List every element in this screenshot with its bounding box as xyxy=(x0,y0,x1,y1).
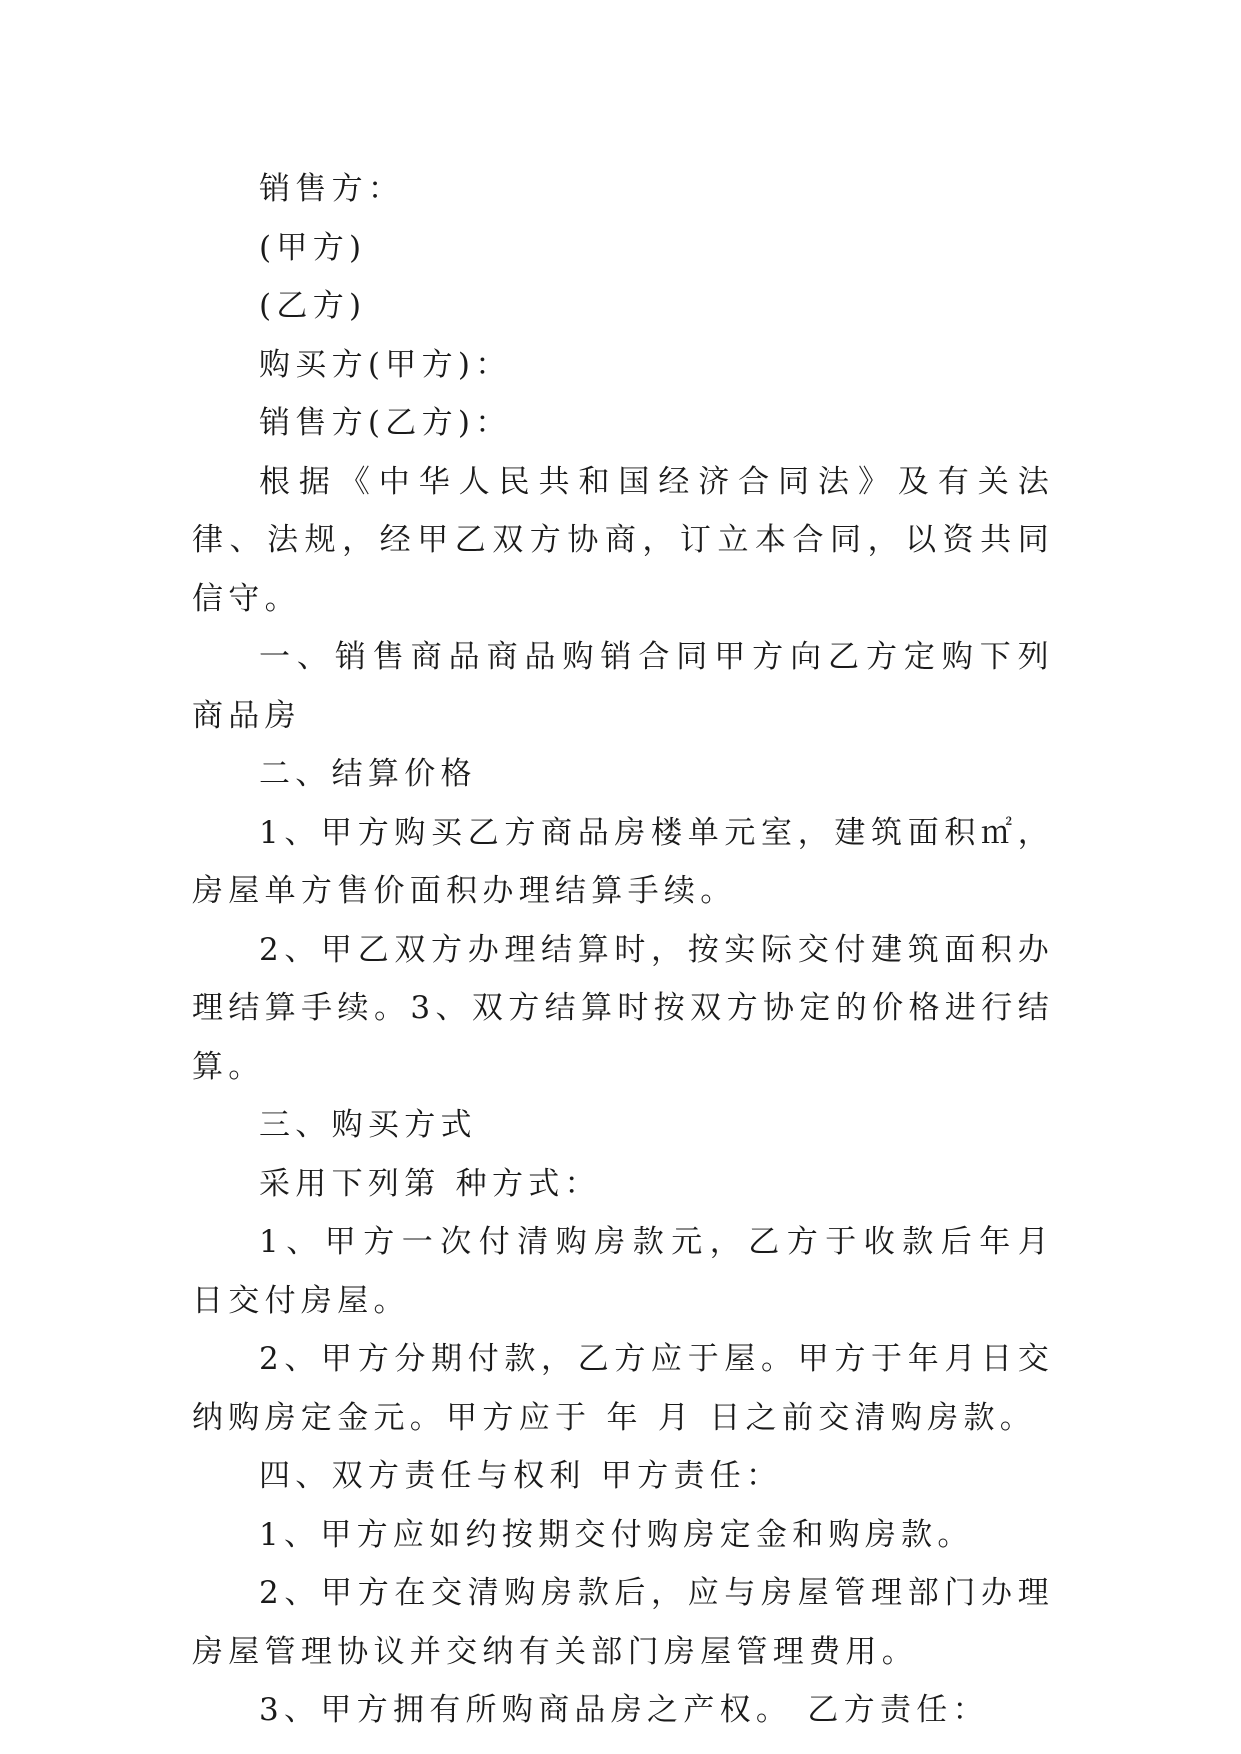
paragraph: 根据《中华人民共和国经济合同法》及有关法律、法规，经甲乙双方协商，订立本合同，以资共同信守。 xyxy=(192,463,1054,617)
paragraph: 购买方(甲方)： xyxy=(259,346,512,383)
paragraph: 1、甲方购买乙方商品房楼单元室，建筑面积㎡，房屋单方售价面积办理结算手续。 xyxy=(192,814,1054,909)
paragraph: (乙方) xyxy=(259,288,367,324)
paragraph: (甲方) xyxy=(259,229,367,266)
paragraph: 1、甲方应如约按期交付购房定金和购房款。 xyxy=(259,1516,974,1553)
paragraph: 采用下列第 种方式： xyxy=(259,1165,601,1202)
paragraph: 2、甲方分期付款，乙方应于屋。甲方于年月日交纳购房定金元。甲方应于 年 月 日之前交清购房款。 xyxy=(192,1341,1054,1436)
paragraph: 四、双方责任与权利 甲方责任： xyxy=(259,1458,783,1494)
paragraph: 1、甲方一次付清购房款元，乙方于收款后年月 日交付房屋。 xyxy=(192,1224,1070,1319)
paragraph: 销售方(乙方)： xyxy=(259,405,512,441)
paragraph: 2、甲乙双方办理结算时，按实际交付建筑面积办理结算手续。3、双方结算时按双方协定的价格进行结算。 xyxy=(192,931,1054,1085)
paragraph: 二、结算价格 xyxy=(259,756,477,792)
document-body xyxy=(192,160,1070,1740)
paragraph: 一、销售商品商品购销合同甲方向乙方定购下列商品房 xyxy=(192,639,1054,734)
paragraph: 三、购买方式 xyxy=(259,1107,477,1143)
paragraph: 2、甲方在交清购房款后，应与房屋管理部门办理房屋管理协议并交纳有关部门房屋管理费用。 xyxy=(192,1575,1054,1670)
paragraph: 3、甲方拥有所购商品房之产权。 乙方责任： xyxy=(259,1692,989,1728)
paragraph: 销售方： xyxy=(259,171,405,207)
